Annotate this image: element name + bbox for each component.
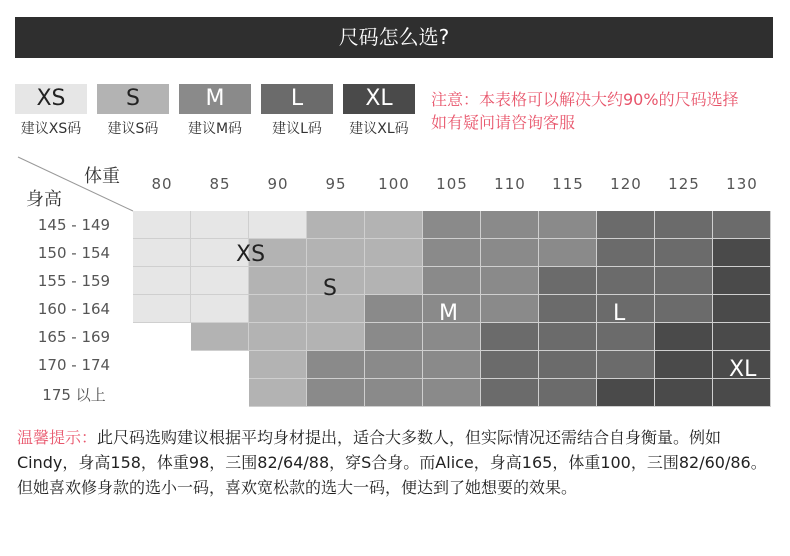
size-cell-l [539,295,597,323]
size-cell-s [249,323,307,351]
size-cell-l [481,351,539,379]
size-cell-m [423,323,481,351]
size-cell-m [307,351,365,379]
size-cell-m [365,351,423,379]
size-cell-xl [713,239,771,267]
size-cell-l [597,267,655,295]
weight-column-header: 105 [436,175,468,193]
size-cell-s [249,295,307,323]
size-zone-label-s: S [323,275,337,301]
size-cell-xl [655,351,713,379]
accuracy-note-line: 注意：本表格可以解决大约90%的尺码选择 [431,90,739,109]
size-cell-xs [191,295,249,323]
size-cell-l [539,323,597,351]
size-cell-m [365,295,423,323]
size-cell-m [423,267,481,295]
size-cell-m [539,239,597,267]
size-cell-l [539,267,597,295]
size-zone-label-m: M [439,300,458,326]
size-cell-s [307,239,365,267]
size-cell-m [365,323,423,351]
size-zone-label-l: L [613,300,626,326]
tip-paragraph [17,425,777,500]
weight-column-header: 100 [378,175,410,193]
size-cell-xl [713,323,771,351]
size-cell-l [597,323,655,351]
size-recommend-label: 建议M码 [187,121,243,137]
height-row-header: 170 - 174 [37,356,111,374]
size-cell-l [713,211,771,239]
size-cell-m [423,379,481,407]
size-cell-xs [133,295,191,323]
size-cell-xs [249,211,307,239]
height-row-header: 175 以上 [42,386,106,404]
size-recommend-label: 建议L码 [272,121,322,137]
weight-axis-header: 体重 [84,166,120,187]
size-cell-xl [655,323,713,351]
size-cell-m [365,379,423,407]
weight-column-header: 125 [668,175,700,193]
size-cell-l [655,295,713,323]
size-recommend-label: 建议XL码 [349,121,409,137]
size-cell-l [655,211,713,239]
tip-title: 温馨提示： [17,428,98,447]
tip-text: 此尺码选购建议根据平均身材提出，适合大多数人，但实际情况还需结合自身衡量。例如Cindy，身高158，体重98，三围82/64/88，穿S合身。而Alice，身高165，体重100，三围82/60/86。但她喜欢修身款的选小一码，喜欢宽松款的选大一码，便达到了她想要的效果。 [17,428,767,497]
size-cell-xs [133,239,191,267]
size-cell-m [423,351,481,379]
weight-column-header: 85 [209,175,231,193]
size-cell-l [481,379,539,407]
size-cell-l [655,267,713,295]
size-cell-l [597,295,655,323]
height-row-header: 155 - 159 [37,272,111,290]
size-cell-l [539,351,597,379]
size-cell-s [249,351,307,379]
size-cell-xs [133,211,191,239]
size-zone-label-xl: XL [729,356,757,382]
size-cell-xl [597,379,655,407]
size-code: XS [36,86,66,111]
size-recommend-label: 建议S码 [107,121,159,137]
size-cell-m [539,211,597,239]
size-cell-xl [713,267,771,295]
size-cell-xl [713,379,771,407]
size-cell-m [481,267,539,295]
size-cell-s [249,267,307,295]
size-cell-l [481,323,539,351]
page-title: 尺码怎么选? [338,25,450,49]
size-cell-s [365,211,423,239]
size-cell-xl [713,295,771,323]
size-cell-xs [133,267,191,295]
size-code: L [290,86,304,111]
size-cell-m [481,211,539,239]
size-code: XL [365,86,393,111]
weight-column-header: 120 [610,175,642,193]
contact-support-note: 如有疑问请咨询客服 [431,113,576,132]
size-cell-xs [191,267,249,295]
size-cell-s [307,211,365,239]
size-cell-l [539,379,597,407]
size-code: M [205,86,225,111]
weight-column-header: 115 [552,175,584,193]
size-cell-s [191,323,249,351]
height-row-header: 165 - 169 [37,328,111,346]
height-axis-header: 身高 [26,189,62,210]
size-cell-m [307,379,365,407]
size-cell-xl [655,379,713,407]
height-row-header: 145 - 149 [37,216,111,234]
weight-column-header: 110 [494,175,526,193]
size-cell-m [481,239,539,267]
weight-column-header: 90 [267,175,289,193]
size-cell-m [423,239,481,267]
size-cell-m [481,295,539,323]
size-cell-l [597,351,655,379]
height-row-header: 150 - 154 [37,244,111,262]
size-cell-s [365,267,423,295]
size-cell-m [423,211,481,239]
weight-column-header: 95 [325,175,347,193]
size-cell-s [307,323,365,351]
weight-column-header: 130 [726,175,758,193]
size-recommend-label: 建议XS码 [20,121,82,137]
size-cell-l [655,239,713,267]
size-cell-s [365,239,423,267]
size-zone-label-xs: XS [236,242,266,267]
size-cell-l [597,239,655,267]
size-cell-xs [191,211,249,239]
size-cell-l [597,211,655,239]
size-cell-s [249,379,307,407]
weight-column-header: 80 [151,175,173,193]
size-code: S [126,86,140,111]
height-row-header: 160 - 164 [37,300,111,318]
